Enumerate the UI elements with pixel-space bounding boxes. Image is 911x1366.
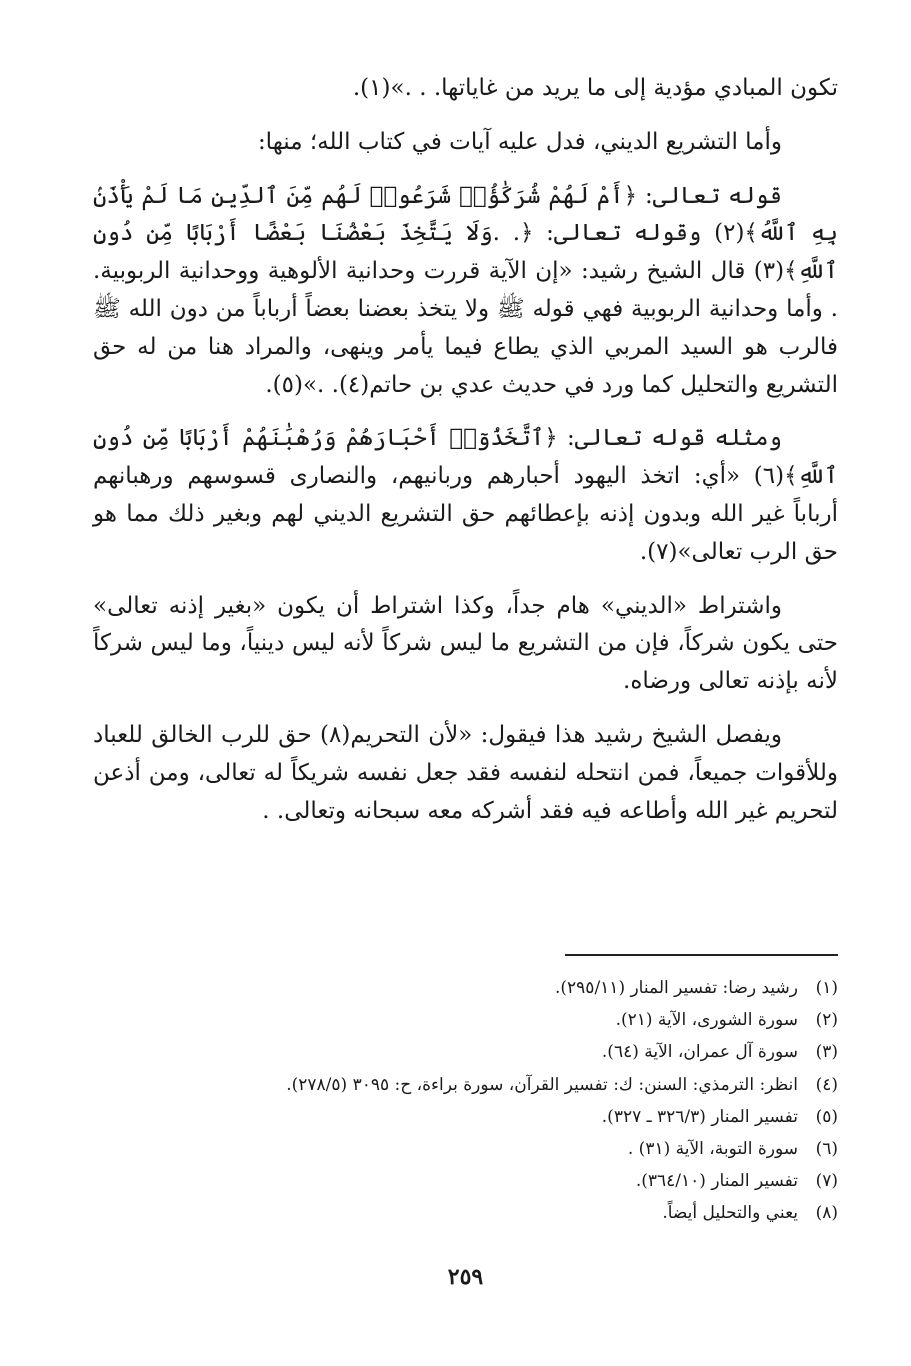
footnote-divider: [565, 954, 838, 956]
paragraph-continuation: تكون المبادي مؤدية إلى ما يريد من غاياتها. . .»(١).: [352, 75, 838, 101]
footnote-number: (٤): [815, 1074, 838, 1095]
footnote-item: [93, 1036, 838, 1068]
footnote-item: [93, 1197, 838, 1229]
paragraph-quran-verses: قوله تعالى: ﴿أَمْ لَهُمْ شُرَكَٰؤُا۟ شَرَعُوا۟ لَهُم مِّنَ ٱلدِّينِ مَا لَمْ يَأْذَنۢ بِهِ ٱللَّهُ﴾(٢) وقوله تعالى: ﴿. .وَلَا يَتَّخِذَ بَعْضُنَا بَعْضًا أَرْبَابًا مِّن دُونِ ٱللَّهِ﴾(٣) قال الشيخ رشيد: «إن الآية قررت وحدانية الألوهية ووحدانية الربوبية. . وأما وحدانية الربوبية فهي قوله ﷺ ولا يتخذ بعضنا بعضاً أرباباً من دون الله ﷺ فالرب هو السيد المربي الذي يطاع فيما يأمر وينهى، والمراد هنا من له حق التشريع والتحليل كما ورد في حديث عدي بن حاتم(٤). .»(٥).: [93, 182, 838, 398]
footnote-number: (٦): [815, 1139, 838, 1160]
footnote-text: تفسير المنار (٣٦٤/١٠).: [635, 1171, 798, 1192]
footnote-number: (١): [815, 978, 838, 998]
main-text: [93, 70, 838, 830]
footnote-text: تفسير المنار (٣٢٦/٣ ـ ٣٢٧).: [601, 1106, 798, 1127]
footnote-number: (٢): [815, 1010, 838, 1031]
page-number: ٢٥٩: [447, 1264, 484, 1290]
footnote-item: [93, 1133, 838, 1165]
document-page: [93, 70, 838, 1340]
paragraph-similar-verse: ومثله قوله تعالى: ﴿ٱتَّخَذُوٓا۟ أَحْبَارَهُمْ وَرُهْبَٰنَهُمْ أَرْبَابًا مِّن دُونِ ٱللَّهِ﴾(٦) «أي: اتخذ اليهود أحبارهم وربانيهم، والنصارى قسوسهم ورهبانهم أرباباً غير الله وبدون إذنه بإعطائهم حق التشريع الديني لهم وبغير ذلك مما هو حق الرب تعالى»(٧).: [93, 425, 838, 565]
footnotes-list: [93, 972, 838, 1230]
footnote-item: [93, 972, 838, 1004]
paragraph-religious-legislation: وأما التشريع الديني، فدل عليه آيات في كتاب الله؛ منها:: [257, 128, 782, 155]
footnote-text: انظر: الترمذي: السنن: ك: تفسير القرآن، سورة براءة، ح: ٣٠٩٥ (٢٧٨/٥).: [286, 1074, 798, 1095]
paragraph-detail: ويفصل الشيخ رشيد هذا فيقول: «لأن التحريم(٨) حق للرب الخالق للعباد وللأقوات جميعاً، فمن انتحله لنفسه فقد جعل نفسه شريكاً له تعالى، ومن أذعن لتحريم غير الله وأطاعه فيه فقد أشركه معه سبحانه وتعالى. .: [93, 721, 838, 824]
footnote-text: سورة آل عمران، الآية (٦٤).: [601, 1042, 798, 1063]
footnote-item: [93, 1165, 838, 1197]
footnote-number: (٥): [815, 1106, 838, 1127]
footnote-number: (٣): [815, 1042, 838, 1063]
footnote-number: (٧): [815, 1171, 838, 1192]
footnote-text: يعني والتحليل أيضاً.: [662, 1203, 798, 1224]
footnote-text: سورة التوبة، الآية (٣١) .: [627, 1139, 798, 1160]
footnote-item: [93, 1004, 838, 1036]
footnote-number: (٨): [815, 1203, 838, 1224]
footnote-text: سورة الشورى، الآية (٢١).: [615, 1010, 798, 1031]
footnote-item: [93, 1101, 838, 1133]
footnote-text: رشيد رضا: تفسير المنار (٢٩٥/١١).: [555, 978, 798, 998]
paragraph-condition: واشتراط «الديني» هام جداً، وكذا اشتراط أن يكون «بغير إذنه تعالى» حتى يكون شركاً، فإن من التشريع ما ليس شركاً لأنه ليس دينياً، وما ليس شركاً لأنه بإذنه تعالى ورضاه.: [93, 592, 838, 695]
footnote-item: [93, 1069, 838, 1101]
